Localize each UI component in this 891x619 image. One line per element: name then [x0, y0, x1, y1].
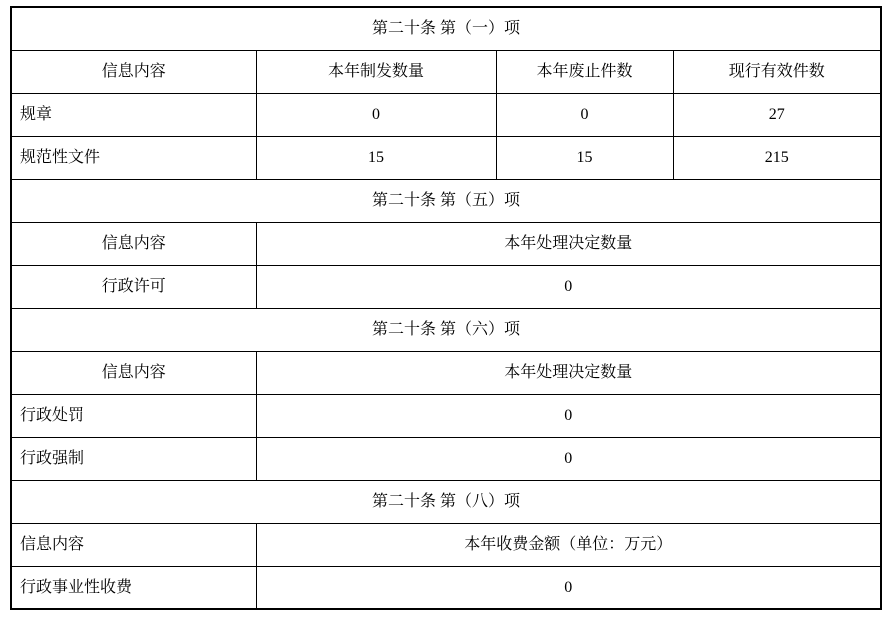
column-header-issued-count: 本年制发数量	[256, 50, 496, 93]
column-header-decision-count: 本年处理决定数量	[256, 222, 881, 265]
row-label: 行政处罚	[11, 394, 256, 437]
cell-value: 0	[496, 93, 673, 136]
section-5-title-row	[11, 179, 881, 222]
table-row-rules	[11, 93, 881, 136]
cell-value: 15	[496, 136, 673, 179]
row-label: 行政许可	[11, 265, 256, 308]
column-header-info-content: 信息内容	[11, 50, 256, 93]
cell-value: 215	[673, 136, 881, 179]
section-title: 第二十条 第（一）项	[11, 7, 881, 50]
cell-value: 0	[256, 437, 881, 480]
section-title: 第二十条 第（五）项	[11, 179, 881, 222]
cell-value: 0	[256, 394, 881, 437]
table-row-normative-documents	[11, 136, 881, 179]
section-title: 第二十条 第（六）项	[11, 308, 881, 351]
section-5-header-row	[11, 222, 881, 265]
row-label: 规章	[11, 93, 256, 136]
cell-value: 15	[256, 136, 496, 179]
section-1-title-row	[11, 7, 881, 50]
section-1-header-row	[11, 50, 881, 93]
cell-value: 0	[256, 566, 881, 609]
column-header-fee-amount: 本年收费金额（单位：万元）	[256, 523, 881, 566]
cell-value: 0	[256, 265, 881, 308]
table-row-administrative-penalty	[11, 394, 881, 437]
column-header-effective-count: 现行有效件数	[673, 50, 881, 93]
column-header-info-content: 信息内容	[11, 222, 256, 265]
section-6-header-row	[11, 351, 881, 394]
column-header-decision-count: 本年处理决定数量	[256, 351, 881, 394]
row-label: 行政事业性收费	[11, 566, 256, 609]
table-row-administrative-licensing	[11, 265, 881, 308]
section-6-title-row	[11, 308, 881, 351]
cell-value: 0	[256, 93, 496, 136]
column-header-repealed-count: 本年废止件数	[496, 50, 673, 93]
row-label: 规范性文件	[11, 136, 256, 179]
cell-value: 27	[673, 93, 881, 136]
table-row-administrative-coercion	[11, 437, 881, 480]
column-header-info-content: 信息内容	[11, 523, 256, 566]
section-8-title-row	[11, 480, 881, 523]
table-row-administrative-fees	[11, 566, 881, 609]
section-title: 第二十条 第（八）项	[11, 480, 881, 523]
disclosure-report-table	[10, 6, 882, 610]
row-label: 行政强制	[11, 437, 256, 480]
section-8-header-row	[11, 523, 881, 566]
column-header-info-content: 信息内容	[11, 351, 256, 394]
